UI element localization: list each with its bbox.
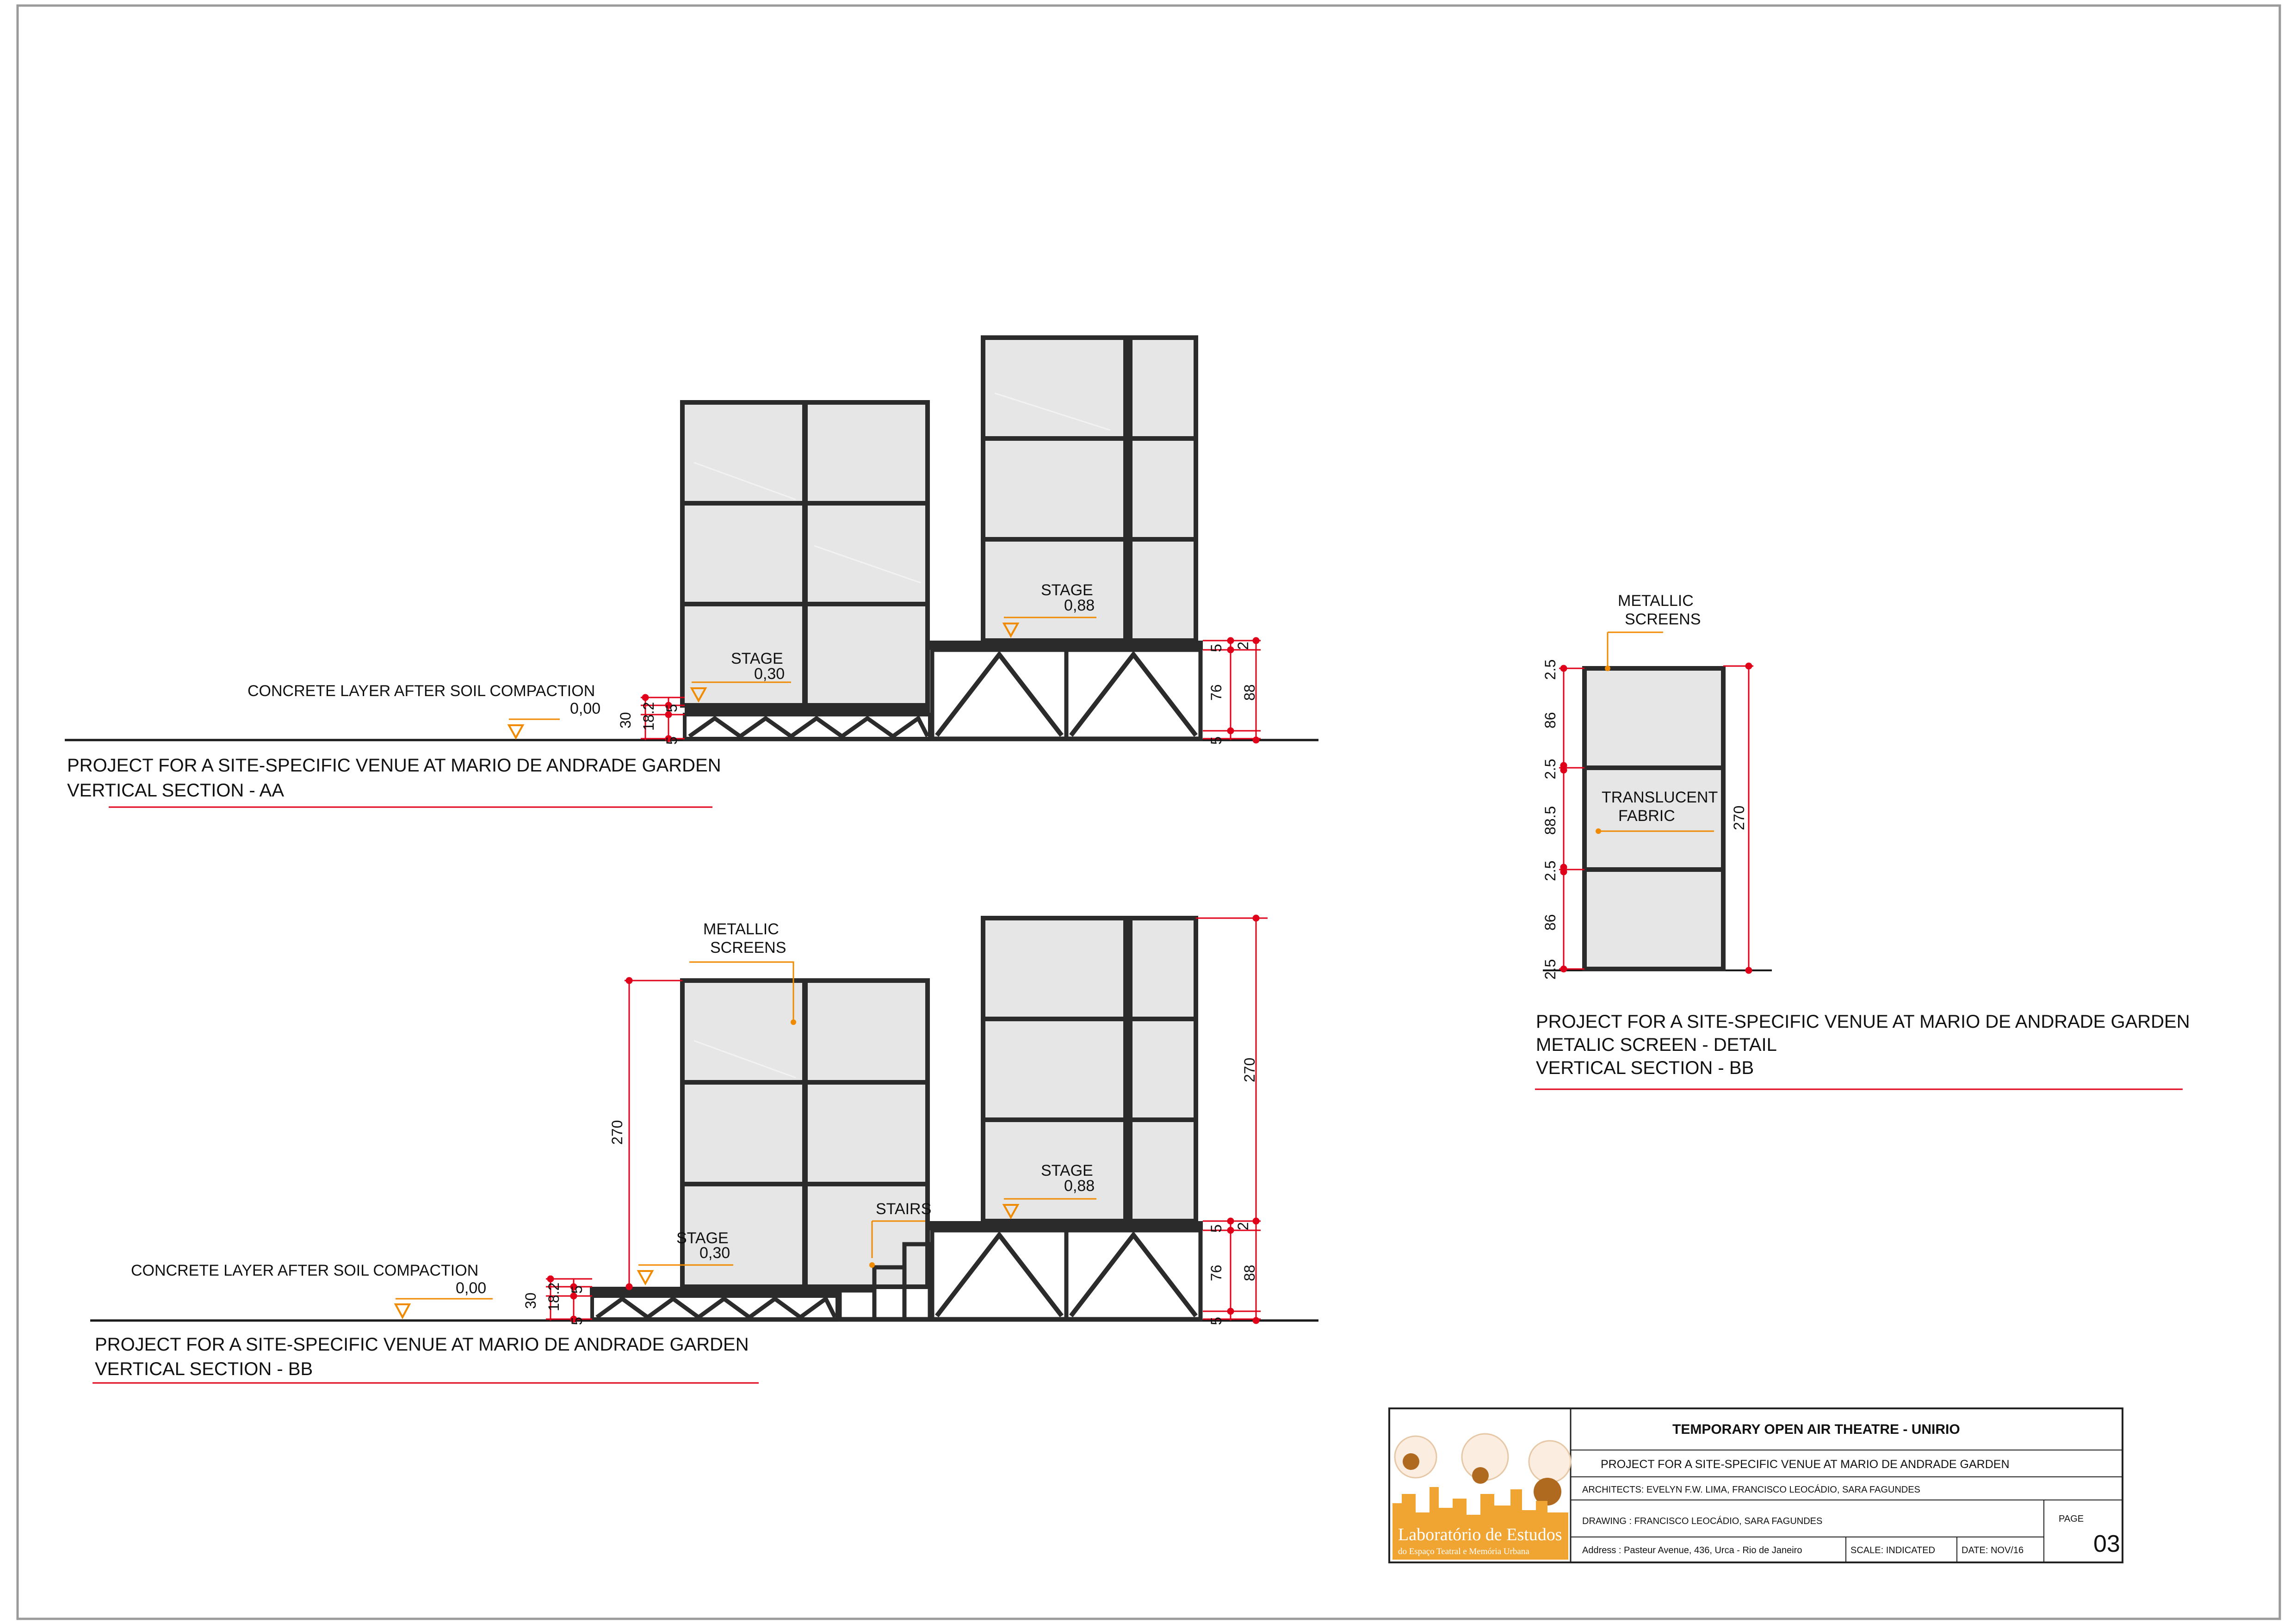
fabric-label-1: TRANSLUCENT (1602, 789, 1718, 806)
section-aa-title-2: VERTICAL SECTION - AA (67, 780, 285, 801)
stairs-label: STAIRS (876, 1200, 932, 1218)
detail-title-2: METALIC SCREEN - DETAIL (1536, 1035, 1777, 1055)
detail-title-3: VERTICAL SECTION - BB (1536, 1058, 1754, 1078)
section-aa-title-1: PROJECT FOR A SITE-SPECIFIC VENUE AT MARIO DE ANDRADE GARDEN (67, 755, 721, 776)
tb-project: PROJECT FOR A SITE-SPECIFIC VENUE AT MARIO DE ANDRADE GARDEN (1601, 1458, 2010, 1471)
section-aa (65, 338, 1318, 807)
dim-30: 30 (617, 712, 634, 728)
stage-low-level: 0,30 (754, 665, 785, 683)
stage-low-label: STAGE (676, 1229, 729, 1247)
dim-5-top: 5 (569, 1285, 585, 1294)
dimension-height-left (625, 978, 682, 1290)
dim-5-bottom: 5 (569, 1317, 585, 1325)
ground-level-value: 0,00 (570, 700, 601, 717)
detail-title-1: PROJECT FOR A SITE-SPECIFIC VENUE AT MARIO DE ANDRADE GARDEN (1536, 1012, 2190, 1032)
stage-high-label: STAGE (1041, 581, 1093, 599)
section-bb-title-2: VERTICAL SECTION - BB (95, 1359, 313, 1379)
ground-level-marker (509, 719, 560, 738)
dim-5-bottom: 5 (663, 736, 680, 745)
metallic-screen-left (682, 402, 928, 705)
stage-low-level: 0,30 (699, 1244, 730, 1262)
dim-270-left: 270 (609, 1120, 625, 1145)
dim-88: 88 (1241, 684, 1258, 701)
ground-level-value: 0,00 (456, 1279, 487, 1297)
dim-76: 76 (1208, 684, 1225, 701)
dim-270: 270 (1731, 805, 1747, 830)
dim-18-2: 18.2 (640, 702, 657, 731)
concrete-label: CONCRETE LAYER AFTER SOIL COMPACTION (131, 1262, 479, 1279)
dim-2-5-d: 2.5 (1542, 959, 1559, 980)
fabric-label-2: FABRIC (1618, 807, 1675, 825)
ground-level-marker (396, 1299, 493, 1317)
dim-18-2: 18.2 (545, 1282, 562, 1311)
title-block (1389, 1408, 2123, 1562)
dimension-chain-left (1559, 666, 1584, 972)
section-bb-title-1: PROJECT FOR A SITE-SPECIFIC VENUE AT MARIO DE ANDRADE GARDEN (95, 1334, 749, 1355)
screens-label-1: METALLIC (1618, 592, 1694, 610)
dim-2-5-a: 2.5 (1542, 659, 1559, 680)
metallic-screen-detail (1535, 592, 2190, 1089)
stage-low-label: STAGE (731, 650, 783, 667)
tb-scale: SCALE: INDICATED (1850, 1545, 1935, 1555)
tb-page-label: PAGE (2059, 1514, 2084, 1524)
dim-2: 2 (1235, 642, 1251, 650)
high-stage-platform (930, 1221, 1203, 1319)
dim-270-right: 270 (1241, 1057, 1258, 1082)
tb-drawing: DRAWING : FRANCISCO LEOCÁDIO, SARA FAGUNDES (1582, 1516, 1823, 1526)
sheet-border (18, 6, 2280, 1619)
section-bb (90, 915, 1318, 1383)
dim-2: 2 (1235, 1222, 1251, 1230)
tb-architects: ARCHITECTS: EVELYN F.W. LIMA, FRANCISCO LEOCÁDIO, SARA FAGUNDES (1582, 1485, 1920, 1495)
dim-88: 88 (1241, 1265, 1258, 1281)
high-stage-platform (930, 641, 1203, 739)
stage-high-level: 0,88 (1064, 1177, 1095, 1195)
dim-2-5-b: 2.5 (1542, 759, 1559, 779)
dim-86-b: 86 (1542, 914, 1559, 931)
tb-address: Address : Pasteur Avenue, 436, Urca - Rio de Janeiro (1582, 1545, 1802, 1555)
dim-30: 30 (522, 1292, 539, 1309)
tb-page-number: 03 (2093, 1530, 2120, 1557)
low-stage-platform (590, 1287, 840, 1319)
stage-high-level: 0,88 (1064, 597, 1095, 614)
screens-leader (1605, 632, 1663, 671)
tb-date: DATE: NOV/16 (1962, 1545, 2024, 1555)
stage-high-label: STAGE (1041, 1162, 1093, 1179)
dim-5-bottom-right: 5 (1208, 736, 1225, 745)
dim-2-5-c: 2.5 (1542, 860, 1559, 881)
dim-5-top: 5 (663, 704, 680, 712)
dim-88-5: 88.5 (1542, 806, 1559, 835)
screens-label-1: METALLIC (703, 920, 779, 938)
dimension-chain-right (1196, 915, 1268, 1323)
logo-line-1: Laboratório de Estudos (1398, 1525, 1562, 1544)
tb-main-title: TEMPORARY OPEN AIR THEATRE - UNIRIO (1672, 1422, 1960, 1437)
dim-76: 76 (1208, 1265, 1225, 1281)
dim-86-a: 86 (1542, 712, 1559, 728)
dim-5-bottom-right: 5 (1208, 1317, 1225, 1325)
screens-label-2: SCREENS (710, 939, 786, 957)
concrete-label: CONCRETE LAYER AFTER SOIL COMPACTION (248, 682, 595, 700)
low-stage-platform (685, 705, 930, 739)
dim-5-top-right: 5 (1208, 644, 1225, 652)
logo-line-2: do Espaço Teatral e Memória Urbana (1398, 1547, 1529, 1556)
dim-5-top-right: 5 (1208, 1224, 1225, 1233)
screens-label-2: SCREENS (1625, 611, 1701, 628)
